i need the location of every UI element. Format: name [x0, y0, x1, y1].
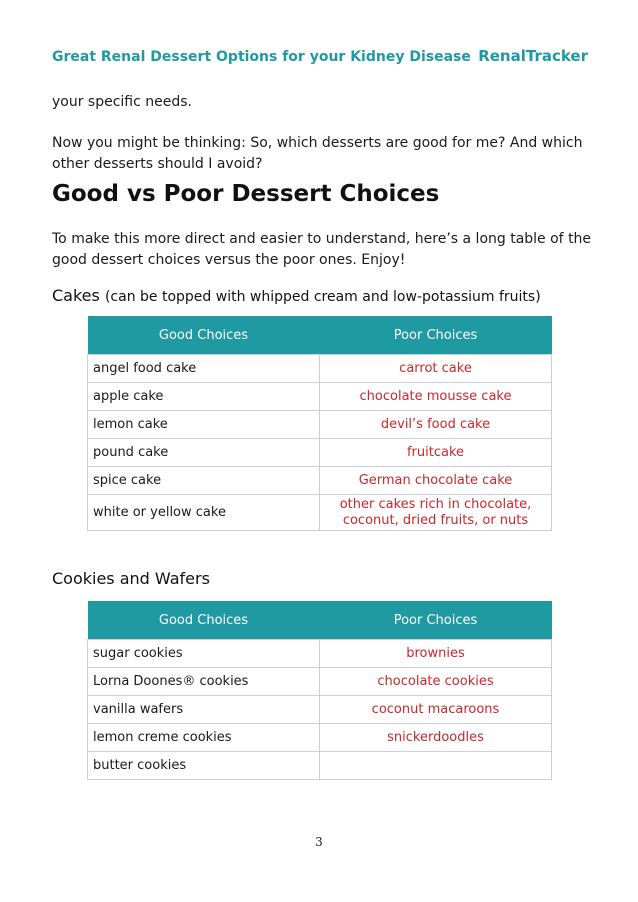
table-row: [88, 467, 552, 495]
good-choice: lemon creme cookies: [88, 724, 320, 752]
cakes-title: Cakes: [52, 286, 100, 305]
table-row: [88, 640, 552, 668]
poor-choice: [320, 752, 552, 780]
table-row: [88, 668, 552, 696]
poor-choice: chocolate mousse cake: [320, 383, 552, 411]
good-choice: white or yellow cake: [88, 495, 320, 531]
good-choices-header: Good Choices: [88, 601, 320, 640]
table-row: [88, 724, 552, 752]
good-choice: pound cake: [88, 439, 320, 467]
table-row: [88, 383, 552, 411]
good-choice: lemon cake: [88, 411, 320, 439]
poor-choice: coconut macaroons: [320, 696, 552, 724]
paragraph-question: Now you might be thinking: So, which desserts are good for me? And which other desserts should I avoid?: [52, 135, 583, 172]
poor-choice: brownies: [320, 640, 552, 668]
cakes-heading: [52, 286, 541, 305]
good-choice: butter cookies: [88, 752, 320, 780]
good-choice: angel food cake: [88, 355, 320, 383]
cakes-table: [87, 316, 552, 531]
good-choices-header: Good Choices: [88, 316, 320, 355]
cookies-heading: [52, 569, 210, 588]
good-choice: sugar cookies: [88, 640, 320, 668]
poor-choice: other cakes rich in chocolate, coconut, dried fruits, or nuts: [320, 495, 552, 531]
header-brand: RenalTracker: [478, 47, 588, 65]
poor-choices-header: Poor Choices: [320, 601, 552, 640]
cookies-title: Cookies and Wafers: [52, 569, 210, 588]
cookies-table: [87, 601, 552, 780]
poor-choices-header: Poor Choices: [320, 316, 552, 355]
good-choice: apple cake: [88, 383, 320, 411]
poor-choice: carrot cake: [320, 355, 552, 383]
table-row: [88, 696, 552, 724]
page-header: [52, 49, 588, 71]
paragraph-table-intro: To make this more direct and easier to understand, here’s a long table of the good dessert choices versus the poor ones. Enjoy!: [52, 231, 592, 268]
section-title: Good vs Poor Dessert Choices: [52, 181, 440, 207]
table-row: [88, 495, 552, 531]
paragraph-intro: your specific needs.: [52, 94, 193, 110]
table-row: [88, 411, 552, 439]
poor-choice: chocolate cookies: [320, 668, 552, 696]
header-title: Great Renal Dessert Options for your Kidney Disease: [52, 49, 471, 65]
table-row: [88, 355, 552, 383]
page-number: 3: [315, 835, 323, 849]
good-choice: vanilla wafers: [88, 696, 320, 724]
poor-choice: snickerdoodles: [320, 724, 552, 752]
poor-choice: fruitcake: [320, 439, 552, 467]
table-row: [88, 752, 552, 780]
good-choice: spice cake: [88, 467, 320, 495]
poor-choice: devil’s food cake: [320, 411, 552, 439]
cakes-note: (can be topped with whipped cream and low-potassium fruits): [104, 289, 541, 305]
table-header-row: [88, 601, 552, 640]
poor-choice: German chocolate cake: [320, 467, 552, 495]
good-choice: Lorna Doones® cookies: [88, 668, 320, 696]
table-header-row: [88, 316, 552, 355]
table-row: [88, 439, 552, 467]
